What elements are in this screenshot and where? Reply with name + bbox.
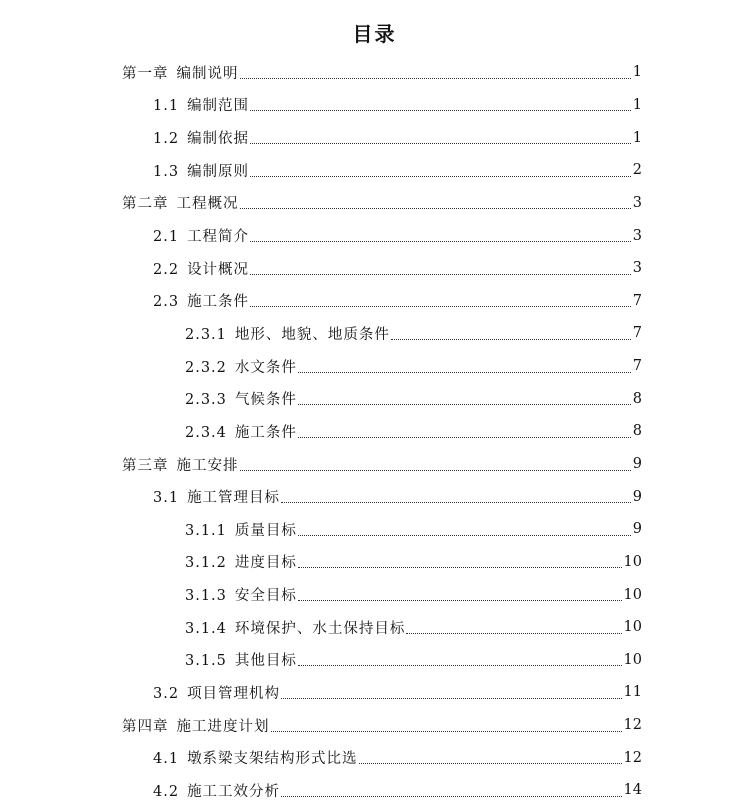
toc-entry-number: 2.3.3: [185, 392, 227, 409]
toc-entry-number: 第一章: [122, 65, 169, 82]
dot-leader: [250, 274, 631, 275]
toc-entry-page: 8: [632, 423, 642, 440]
toc-entry-title: 地形、地貌、地质条件: [234, 326, 390, 343]
toc-entry-title: 安全目标: [234, 588, 297, 605]
toc-entry-number: 3.1.4: [185, 620, 227, 637]
toc-entry-number: 1.1: [153, 98, 180, 115]
toc-entry-number: 4.1: [153, 751, 180, 768]
dot-leader: [240, 470, 631, 471]
toc-entry[interactable]: [0, 611, 749, 644]
toc-entry[interactable]: [0, 154, 749, 187]
toc-entry[interactable]: [0, 578, 749, 611]
toc-entry-page: 12: [623, 749, 642, 766]
toc-entry-label: [153, 127, 249, 148]
dot-leader: [298, 567, 622, 568]
dot-leader: [298, 437, 631, 438]
toc-entry[interactable]: [0, 317, 749, 350]
dot-leader: [298, 600, 622, 601]
toc-entry-label: [185, 519, 297, 540]
toc-entry-label: [185, 551, 297, 572]
toc-entry-label: [153, 747, 358, 768]
toc-entry-label: [185, 388, 297, 409]
dot-leader: [391, 339, 631, 340]
toc-entry-page: 3: [632, 260, 642, 277]
dot-leader: [298, 535, 631, 536]
toc-entry-label: [153, 780, 280, 801]
dot-leader: [406, 633, 621, 634]
toc-list: [0, 56, 749, 807]
toc-entry-page: 2: [632, 162, 642, 179]
toc-entry[interactable]: [0, 513, 749, 546]
toc-entry-number: 3.2: [153, 685, 180, 702]
toc-entry-number: 2.3.4: [185, 424, 227, 441]
dot-leader: [298, 372, 631, 373]
toc-entry-number: 4.2: [153, 783, 180, 800]
toc-entry-number: 3.1.3: [185, 588, 227, 605]
toc-entry[interactable]: [0, 382, 749, 415]
dot-leader: [250, 176, 631, 177]
toc-entry[interactable]: [0, 89, 749, 122]
dot-leader: [271, 731, 622, 732]
toc-entry-title: 水文条件: [234, 359, 297, 376]
toc-entry-page: 7: [632, 325, 642, 342]
toc-entry-label: [153, 258, 249, 279]
toc-entry-label: [185, 323, 390, 344]
toc-entry[interactable]: [0, 121, 749, 154]
toc-entry[interactable]: [0, 350, 749, 383]
toc-entry-page: 3: [632, 227, 642, 244]
dot-leader: [250, 110, 631, 111]
toc-entry-title: 施工条件: [187, 294, 250, 311]
toc-entry-title: 施工工效分析: [187, 783, 281, 800]
toc-entry-number: 3.1.1: [185, 522, 227, 539]
dot-leader: [281, 698, 621, 699]
toc-entry[interactable]: [0, 56, 749, 89]
dot-leader: [250, 241, 631, 242]
dot-leader: [281, 796, 621, 797]
toc-entry-title: 编制说明: [176, 65, 239, 82]
toc-entry[interactable]: [0, 676, 749, 709]
toc-entry-number: 第四章: [122, 718, 169, 735]
toc-entry-title: 工程简介: [187, 229, 250, 246]
toc-entry-label: [185, 584, 297, 605]
toc-entry-title: 进度目标: [234, 555, 297, 572]
toc-entry-number: 1.3: [153, 163, 180, 180]
toc-entry-page: 10: [623, 651, 642, 668]
toc-entry-title: 编制范围: [187, 98, 250, 115]
dot-leader: [359, 763, 622, 764]
toc-entry[interactable]: [0, 480, 749, 513]
toc-entry-title: 气候条件: [234, 392, 297, 409]
toc-entry-page: 14: [623, 782, 642, 799]
toc-entry-page: 9: [632, 456, 642, 472]
toc-entry[interactable]: [0, 448, 749, 481]
toc-entry-label: [185, 421, 297, 442]
toc-entry-title: 工程概况: [176, 196, 239, 213]
toc-entry-number: 3.1: [153, 490, 180, 507]
toc-entry-label: [153, 486, 280, 507]
toc-entry-title: 环境保护、水土保持目标: [234, 620, 406, 637]
toc-entry-label: [122, 454, 239, 475]
toc-entry-title: 施工管理目标: [187, 490, 281, 507]
toc-entry-number: 2.3.2: [185, 359, 227, 376]
toc-entry-title: 设计概况: [187, 261, 250, 278]
toc-entry-label: [153, 94, 249, 115]
toc-entry-page: 10: [623, 553, 642, 570]
toc-entry-title: 编制原则: [187, 163, 250, 180]
toc-entry-title: 质量目标: [234, 522, 297, 539]
toc-entry-title: 项目管理机构: [187, 685, 281, 702]
dot-leader: [298, 404, 631, 405]
toc-entry-label: [153, 682, 280, 703]
toc-entry-page: 3: [632, 194, 642, 211]
toc-entry-page: 1: [632, 64, 642, 81]
dot-leader: [281, 502, 631, 503]
toc-entry-page: 7: [632, 292, 642, 309]
toc-entry-label: [122, 62, 239, 83]
dot-leader: [240, 78, 631, 79]
toc-entry-title: 施工进度计划: [176, 718, 270, 735]
toc-entry-number: 3.1.2: [185, 555, 227, 572]
toc-entry-number: 第二章: [122, 196, 169, 213]
toc-entry-title: 施工条件: [234, 424, 297, 441]
toc-entry-page: 1: [632, 96, 642, 113]
toc-entry-page: 7: [632, 358, 642, 375]
dot-leader: [250, 143, 631, 144]
dot-leader: [250, 306, 631, 307]
toc-entry-number: 3.1.5: [185, 653, 227, 670]
toc-entry-page: 9: [632, 488, 642, 505]
toc-entry-label: [153, 160, 249, 181]
toc-entry-title: 施工安排: [176, 457, 239, 474]
toc-entry-page: 11: [623, 684, 642, 701]
toc-entry[interactable]: [0, 774, 749, 807]
toc-entry-number: 2.3: [153, 294, 180, 311]
toc-entry-label: [185, 356, 297, 377]
toc-entry[interactable]: [0, 415, 749, 448]
toc-entry-label: [185, 617, 405, 638]
toc-entry-label: [153, 290, 249, 311]
toc-entry-page: 12: [623, 717, 642, 734]
dot-leader: [240, 208, 631, 209]
dot-leader: [298, 665, 622, 666]
toc-entry-number: 2.1: [153, 229, 180, 246]
toc-entry[interactable]: [0, 252, 749, 285]
toc-entry-number: 第三章: [122, 457, 169, 474]
toc-entry[interactable]: [0, 187, 749, 220]
toc-entry-page: 9: [632, 521, 642, 538]
toc-entry[interactable]: [0, 284, 749, 317]
toc-entry-number: 2.2: [153, 261, 180, 278]
toc-entry[interactable]: [0, 741, 749, 774]
toc-entry[interactable]: [0, 546, 749, 579]
toc-entry-label: [122, 192, 239, 213]
toc-entry-label: [185, 649, 297, 670]
toc-entry[interactable]: [0, 644, 749, 677]
toc-entry[interactable]: [0, 709, 749, 742]
toc-entry-page: 1: [632, 129, 642, 146]
toc-title: 目录: [352, 22, 397, 46]
toc-entry-title: 其他目标: [234, 653, 297, 670]
toc-entry-title: 编制依据: [187, 131, 250, 148]
toc-entry-label: [153, 225, 249, 246]
toc-entry-number: 2.3.1: [185, 326, 227, 343]
toc-entry-title: 墩系梁支架结构形式比选: [187, 751, 358, 768]
toc-entry-number: 1.2: [153, 131, 180, 148]
toc-entry-page: 8: [632, 390, 642, 407]
toc-entry-page: 10: [623, 619, 642, 636]
toc-entry-label: [122, 715, 270, 736]
toc-entry-page: 10: [623, 586, 642, 603]
toc-entry[interactable]: [0, 219, 749, 252]
